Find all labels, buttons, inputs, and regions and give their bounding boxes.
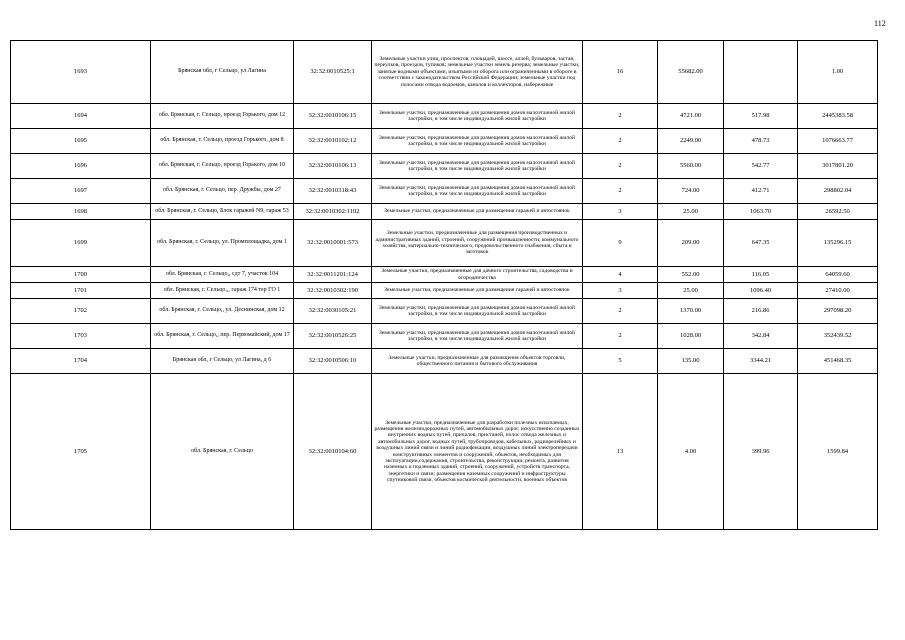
row-code: 16 [583,41,658,104]
row-cadastral-number: 32:32:0010525:1 [294,41,372,104]
table-row [11,154,878,179]
row-number: 1704 [11,349,151,374]
row-land-purpose: Земельные участки улиц, проспектов, площадей, шоссе, аллей, бульваров, застав, переулков, проездов, тупиков; земельные участки земель резерва; земельные участки, занятые водными объектами, изъятыми из оборота или ограниченными в обороте в соответствии с законодательством Российской Федерации; земельные участки под полосами отвода водоемов, каналов и коллекторов, набережные [372,41,583,104]
row-code: 2 [583,179,658,204]
row-area: 4721.00 [658,104,724,129]
row-area: 135.00 [658,349,724,374]
row-address: обл. Брянская, г. Сельцо, ул. Промплощадка, дом 1 [151,220,294,267]
row-cadastral-number: 32:32:0010318:43 [294,179,372,204]
row-area: 209.00 [658,220,724,267]
row-area: 25.00 [658,204,724,220]
row-area: 724.00 [658,179,724,204]
row-land-purpose: Земельные участки, предназначенные для размещения производственных и административных зданий, строений, сооружений промышленности, коммунального хозяйства, материально-технического, продовольственного снабжения, сбыта и заготовок [372,220,583,267]
row-cadastral-number: 32:32:0011201:124 [294,267,372,283]
row-code: 9 [583,220,658,267]
row-address: Брянская обл, г Сельцо, ул Лагина, д 6 [151,349,294,374]
row-area: 25.00 [658,283,724,299]
row-area: 4.00 [658,374,724,530]
table-row [11,41,878,104]
row-rate: 542.77 [724,154,798,179]
row-number: 1693 [11,41,151,104]
row-cadastral-value: 64059.60 [798,267,878,283]
row-rate: 342.84 [724,324,798,349]
row-cadastral-number: 32:32:0010302:1102 [294,204,372,220]
row-cadastral-value: 27410.00 [798,283,878,299]
row-rate: 647.35 [724,220,798,267]
row-code: 2 [583,129,658,154]
row-number: 1695 [11,129,151,154]
row-cadastral-number: 32:32:0010104:60 [294,374,372,530]
row-land-purpose: Земельные участки, предназначенные для размещения домов малоэтажной жилой застройки, в том числе индивидуальной жилой застройки [372,299,583,324]
table-row [11,220,878,267]
row-area: 55682.00 [658,41,724,104]
row-code: 2 [583,104,658,129]
row-rate: 517.98 [724,104,798,129]
row-rate [724,41,798,104]
row-land-purpose: Земельные участки, предназначенные для размещения домов малоэтажной жилой застройки, в том числе индивидуальной жилой застройки [372,104,583,129]
row-land-purpose: Земельные участки, предназначенные для размещения домов малоэтажной жилой застройки, в том числе индивидуальной жилой застройки [372,324,583,349]
row-cadastral-value: 1599.84 [798,374,878,530]
row-cadastral-value: 298802.04 [798,179,878,204]
table-row [11,179,878,204]
row-rate: 399.96 [724,374,798,530]
table-row [11,104,878,129]
row-rate: 1096.40 [724,283,798,299]
row-code: 2 [583,324,658,349]
page-number: 112 [874,19,886,28]
row-cadastral-value: 451468.35 [798,349,878,374]
row-code: 13 [583,374,658,530]
row-cadastral-value: 135296.15 [798,220,878,267]
row-address: обл. Брянская, г. Сельцо, проезд Горького, дом 8 [151,129,294,154]
row-cadastral-value: 297098.20 [798,299,878,324]
row-address: обл. Брянская, г. Сельцо,, сдт 7, участок 104 [151,267,294,283]
row-land-purpose: Земельные участки, предназначенные для дачного строительства, садоводства и огородничества [372,267,583,283]
row-land-purpose: Земельные участки, предназначенные для размещения домов малоэтажной жилой застройки, в том числе индивидуальной жилой застройки [372,129,583,154]
row-address: обл. Брянская, г. Сельцо,,, гараж 174 тер ГО 1 [151,283,294,299]
row-number: 1705 [11,374,151,530]
row-cadastral-number: 32:32:0010106:15 [294,104,372,129]
row-rate: 478.73 [724,129,798,154]
row-area: 1028.00 [658,324,724,349]
row-cadastral-number: 32:32:0010106:13 [294,154,372,179]
row-number: 1703 [11,324,151,349]
row-address: обл. Брянская, г. Сельцо, пер. Дружбы, дом 27 [151,179,294,204]
row-code: 5 [583,349,658,374]
row-cadastral-number: 32:32:0010302:190 [294,283,372,299]
table-row [11,349,878,374]
land-registry-table [10,40,878,530]
row-number: 1701 [11,283,151,299]
table-row [11,129,878,154]
row-number: 1694 [11,104,151,129]
row-code: 2 [583,154,658,179]
row-number: 1700 [11,267,151,283]
row-area: 1370.00 [658,299,724,324]
row-land-purpose: Земельные участки, предназначенные для размещения гаражей и автостоянок [372,283,583,299]
row-number: 1699 [11,220,151,267]
row-address: обл. Брянская, г. Сельцо,, пер. Первомайский, дом 17 [151,324,294,349]
row-code: 3 [583,283,658,299]
row-land-purpose: Земельные участки, предназначенные для размещения домов малоэтажной жилой застройки, в том числе индивидуальной жилой застройки [372,154,583,179]
row-cadastral-value: 3017801.20 [798,154,878,179]
row-number: 1697 [11,179,151,204]
row-cadastral-value: 1076663.77 [798,129,878,154]
table-row [11,324,878,349]
table-row [11,374,878,530]
row-rate: 1063.70 [724,204,798,220]
table-row [11,267,878,283]
row-cadastral-value: 2445383.58 [798,104,878,129]
row-address: обл. Брянская, г. Сельцо [151,374,294,530]
table-row [11,283,878,299]
row-cadastral-value: 1.00 [798,41,878,104]
row-cadastral-number: 32:32:0010526:25 [294,324,372,349]
row-area: 552.00 [658,267,724,283]
row-address: Брянская обл, г Сельцо, ул Лагина [151,41,294,104]
row-cadastral-number: 32:32:0010001:573 [294,220,372,267]
row-address: обл. Брянская, г. Сельцо,, ул. Деснинская, дом 12 [151,299,294,324]
row-address: обл. Брянская, г. Сельцо, проезд Горького, дом 12 [151,104,294,129]
row-cadastral-number: 32:32:0030105:21 [294,299,372,324]
table-row [11,299,878,324]
row-number: 1698 [11,204,151,220]
row-cadastral-value: 26592.50 [798,204,878,220]
row-land-purpose: Земельные участки, предназначенные для разработки полезных ископаемых, размещения железнодорожных путей, автомобильных дорог, искусственно созданных внутренних водных путей, причалов, пристаней, полос отвода железных и автомобильных дорог, водных путей, трубопроводов, кабельных, радиорелейных и воздушных линий связи и линий радиофикации, воздушных линий электропередачи конструктивных элементов и сооружений, объектов, необходимых для эксплуатации,содержания, строительства, реконструкции, ремонта, развития наземных и подземных зданий, строений, сооружений, устройств транспорта, энергетики и связи; размещения наземных сооружений и инфраструктуры спутниковой связи, объектов космической деятельности, военных объектов [372,374,583,530]
row-land-purpose: Земельные участки, предназначенные для размещения объектов торговли, общественного питания и бытового обслуживания [372,349,583,374]
row-code: 2 [583,299,658,324]
row-address: обл. Брянская, г. Сельцо, Блок гаражей N9, гараж 53 [151,204,294,220]
row-cadastral-value: 352439.52 [798,324,878,349]
row-code: 3 [583,204,658,220]
row-cadastral-number: 32:32:0010102:12 [294,129,372,154]
row-area: 2249.00 [658,129,724,154]
row-rate: 412.71 [724,179,798,204]
row-number: 1702 [11,299,151,324]
row-area: 5560.00 [658,154,724,179]
row-rate: 216.86 [724,299,798,324]
table-row [11,204,878,220]
row-code: 4 [583,267,658,283]
row-cadastral-number: 32:32:0010506:10 [294,349,372,374]
row-address: обл. Брянская, г. Сельцо, проезд Горького, дом 10 [151,154,294,179]
row-number: 1696 [11,154,151,179]
row-land-purpose: Земельные участки, предназначенные для размещения гаражей и автостоянок [372,204,583,220]
row-land-purpose: Земельные участки, предназначенные для размещения домов малоэтажной жилой застройки, в том числе индивидуальной жилой застройки [372,179,583,204]
row-rate: 3344.21 [724,349,798,374]
row-rate: 116.05 [724,267,798,283]
